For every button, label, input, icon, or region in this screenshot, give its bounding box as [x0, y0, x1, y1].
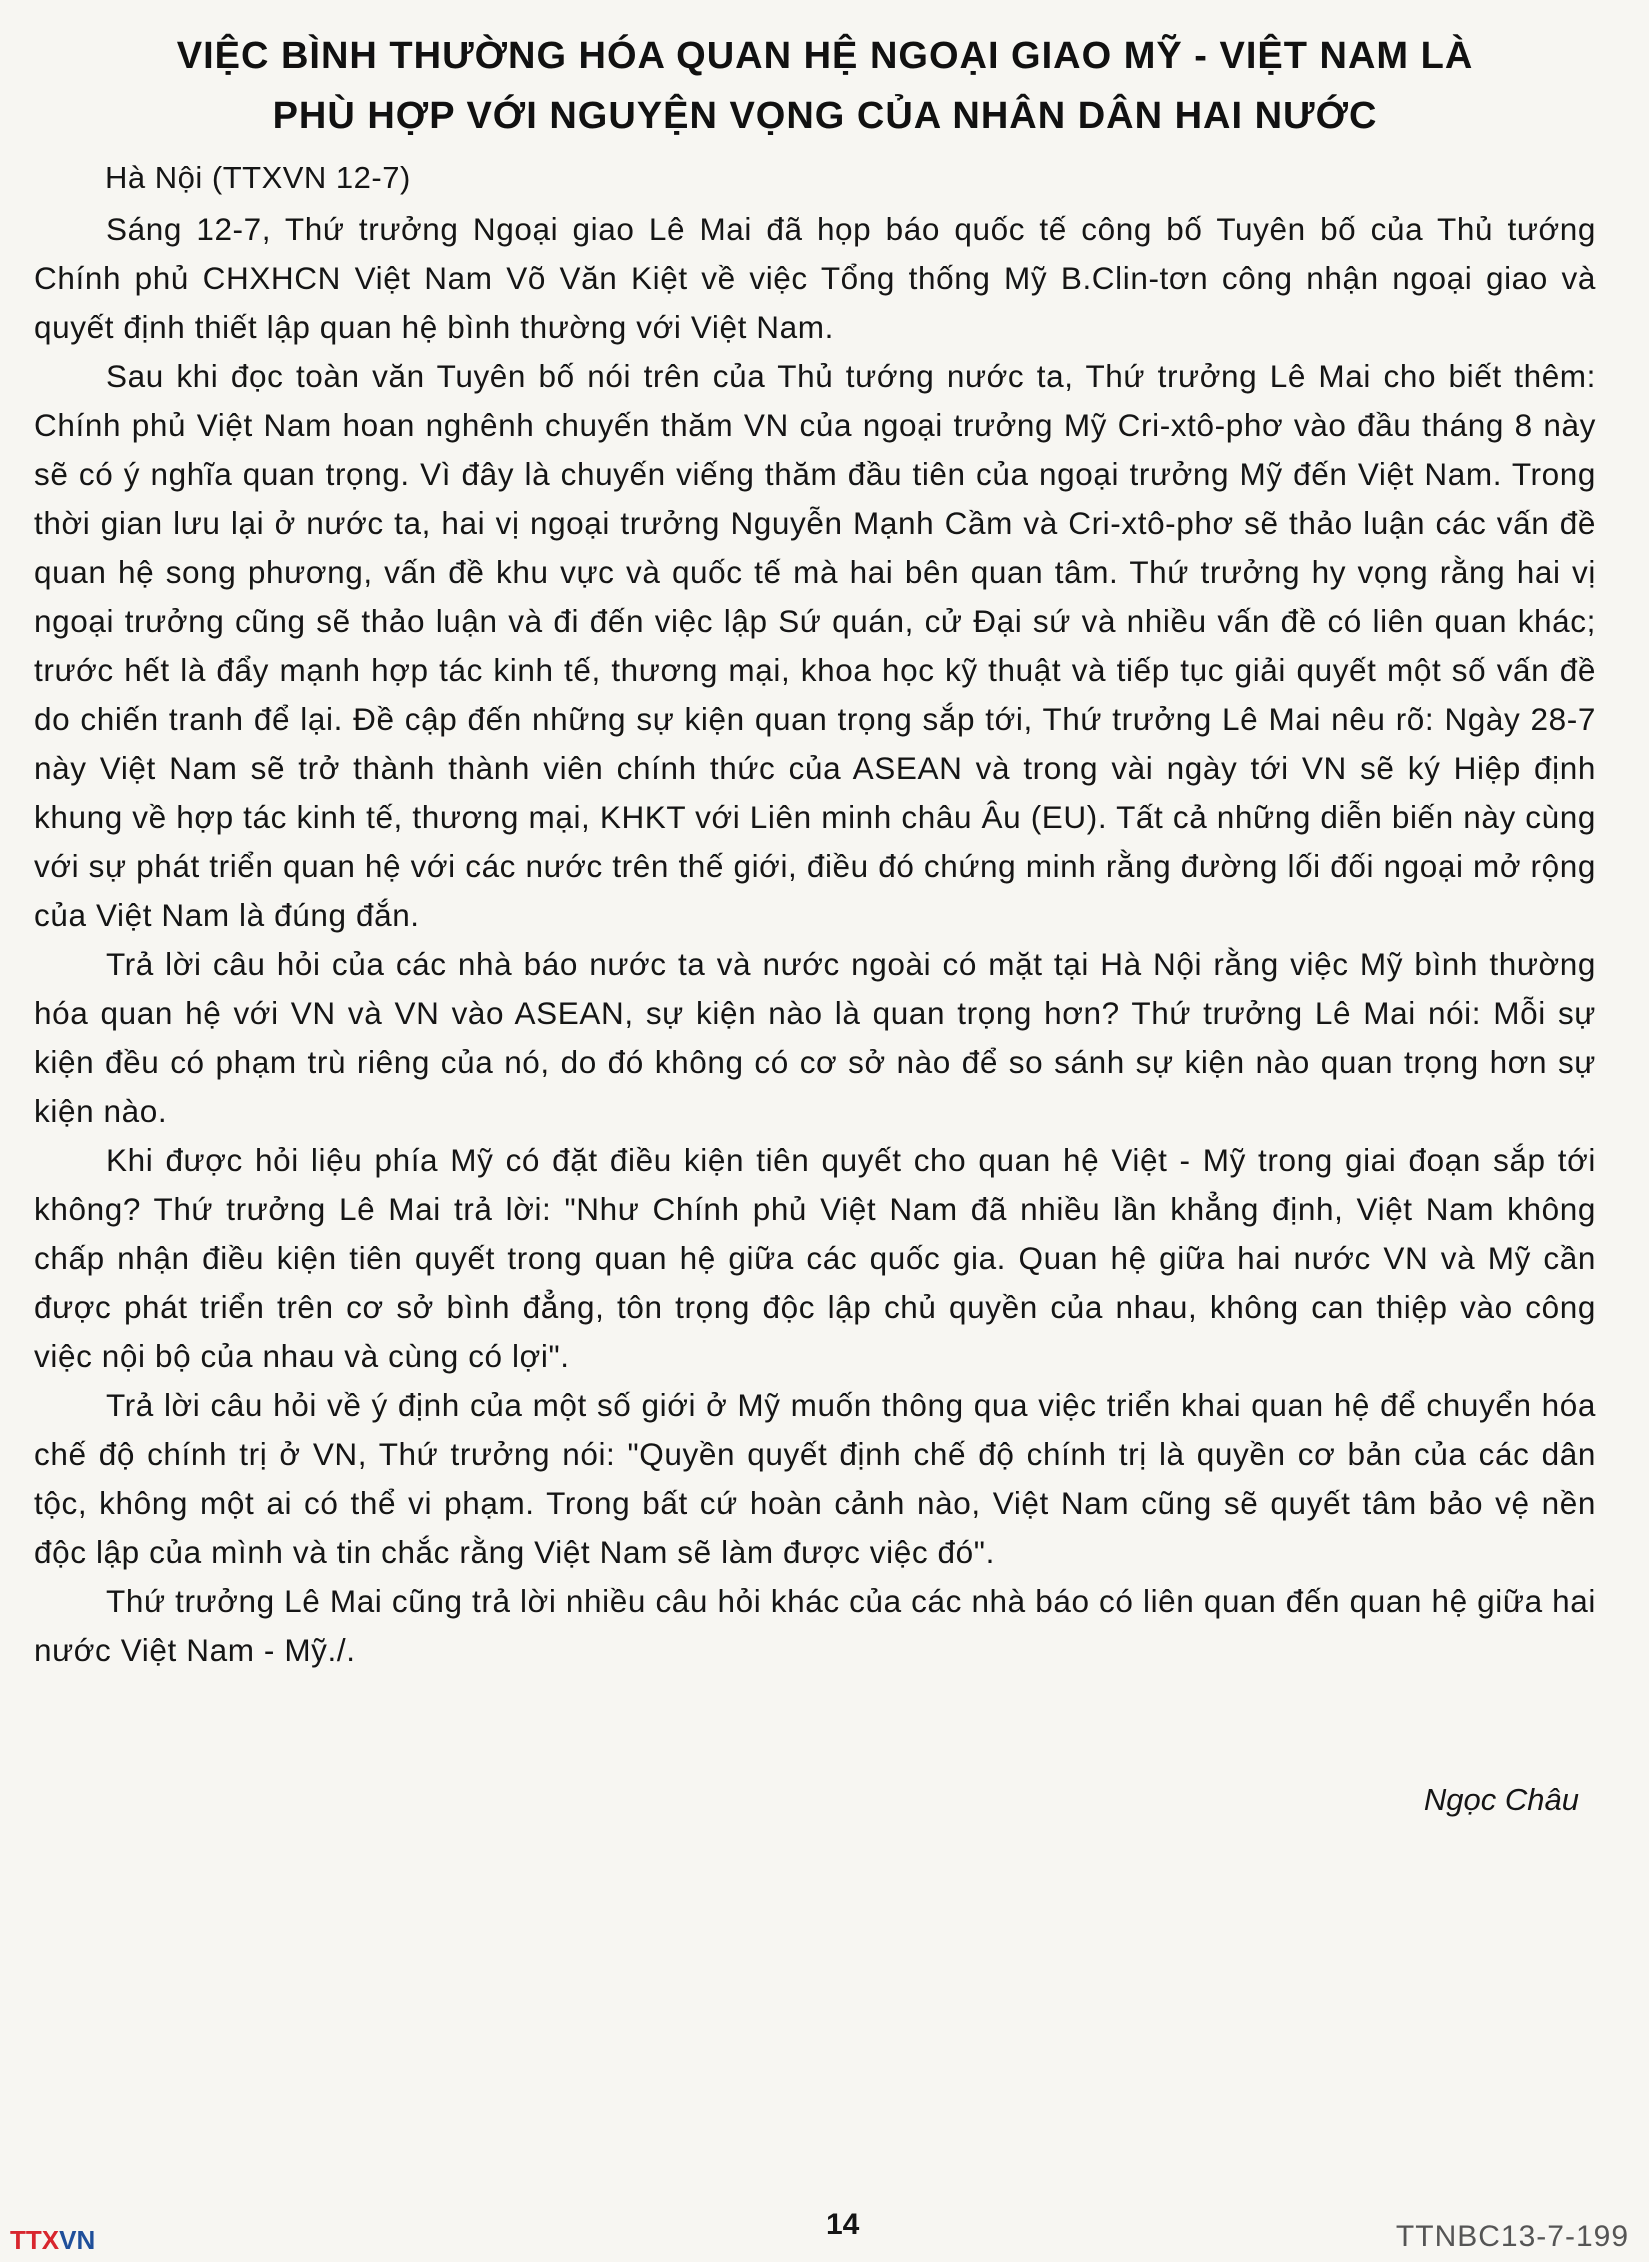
dateline: Hà Nội (TTXVN 12-7)	[105, 160, 411, 195]
author-signature: Ngọc Châu	[1423, 1782, 1579, 1817]
paragraph: Trả lời câu hỏi về ý định của một số giới ở Mỹ muốn thông qua việc triển khai quan hệ để chuyển hóa chế độ chính trị ở VN, Thứ trưởng nói: "Quyền quyết định chế độ chính trị là quyền cơ bản của các dân tộc, không một ai có thể vi phạm. Trong bất cứ hoàn cảnh nào, Việt Nam cũng sẽ quyết tâm bảo vệ nền độc lập của mình và tin chắc rằng Việt Nam sẽ làm được việc đó".	[34, 1387, 1596, 1570]
headline-line-2: PHÙ HỢP VỚI NGUYỆN VỌNG CỦA NHÂN DÂN HAI NƯỚC	[272, 95, 1378, 137]
paragraph: Khi được hỏi liệu phía Mỹ có đặt điều kiện tiên quyết cho quan hệ Việt - Mỹ trong giai đoạn sắp tới không? Thứ trưởng Lê Mai trả lời: "Như Chính phủ Việt Nam đã nhiều lần khẳng định, Việt Nam không chấp nhận điều kiện tiên quyết trong quan hệ giữa các quốc gia. Quan hệ giữa hai nước VN và Mỹ cần được phát triển trên cơ sở bình đẳng, tôn trọng độc lập chủ quyền của nhau, không can thiệp vào công việc nội bộ của nhau và cùng có lợi".	[34, 1142, 1596, 1374]
page-number: 14	[826, 2208, 860, 2241]
paragraph: Thứ trưởng Lê Mai cũng trả lời nhiều câu hỏi khác của các nhà báo có liên quan đến quan hệ giữa hai nước Việt Nam - Mỹ./.	[34, 1583, 1596, 1668]
svg-text:TTXVN: TTXVN	[10, 2225, 96, 2255]
article-body	[34, 205, 1596, 1675]
paragraph: Sau khi đọc toàn văn Tuyên bố nói trên của Thủ tướng nước ta, Thứ trưởng Lê Mai cho biết thêm: Chính phủ Việt Nam hoan nghênh chuyến thăm VN của ngoại trưởng Mỹ Cri-xtô-phơ vào đầu tháng 8 này sẽ có ý nghĩa quan trọng. Vì đây là chuyến viếng thăm đầu tiên của ngoại trưởng Mỹ đến Việt Nam. Trong thời gian lưu lại ở nước ta, hai vị ngoại trưởng Nguyễn Mạnh Cầm và Cri-xtô-phơ sẽ thảo luận các vấn đề quan hệ song phương, vấn đề khu vực và quốc tế mà hai bên quan tâm. Thứ trưởng hy vọng rằng hai vị ngoại trưởng cũng sẽ thảo luận và đi đến việc lập Sứ quán, cử Đại sứ và nhiều vấn đề có liên quan khác; trước hết là đẩy mạnh hợp tác kinh tế, thương mại, khoa học kỹ thuật và tiếp tục giải quyết một số vấn đề do chiến tranh để lại. Đề cập đến những sự kiện quan trọng sắp tới, Thứ trưởng Lê Mai nêu rõ: Ngày 28-7 này Việt Nam sẽ trở thành thành viên chính thức của ASEAN và trong vài ngày tới VN sẽ ký Hiệp định khung về hợp tác kinh tế, thương mại, KHKT với Liên minh châu Âu (EU). Tất cả những diễn biến này cùng với sự phát triển quan hệ với các nước trên thế giới, điều đó chứng minh rằng đường lối đối ngoại mở rộng của Việt Nam là đúng đắn.	[34, 358, 1596, 933]
source-code: TTNBC13-7-199	[1395, 2220, 1629, 2253]
paragraph: Trả lời câu hỏi của các nhà báo nước ta và nước ngoài có mặt tại Hà Nội rằng việc Mỹ bình thường hóa quan hệ với VN và VN vào ASEAN, sự kiện nào là quan trọng hơn? Thứ trưởng Lê Mai nói: Mỗi sự kiện đều có phạm trù riêng của nó, do đó không có cơ sở nào để so sánh sự kiện nào quan trọng hơn sự kiện nào.	[34, 946, 1596, 1129]
ttxvn-logo	[10, 2222, 106, 2256]
headline-line-1: VIỆC BÌNH THƯỜNG HÓA QUAN HỆ NGOẠI GIAO MỸ - VIỆT NAM LÀ	[176, 35, 1474, 77]
paragraph: Sáng 12-7, Thứ trưởng Ngoại giao Lê Mai đã họp báo quốc tế công bố Tuyên bố của Thủ tướng Chính phủ CHXHCN Việt Nam Võ Văn Kiệt về việc Tổng thống Mỹ B.Clin-tơn công nhận ngoại giao và quyết định thiết lập quan hệ bình thường với Việt Nam.	[34, 211, 1596, 345]
